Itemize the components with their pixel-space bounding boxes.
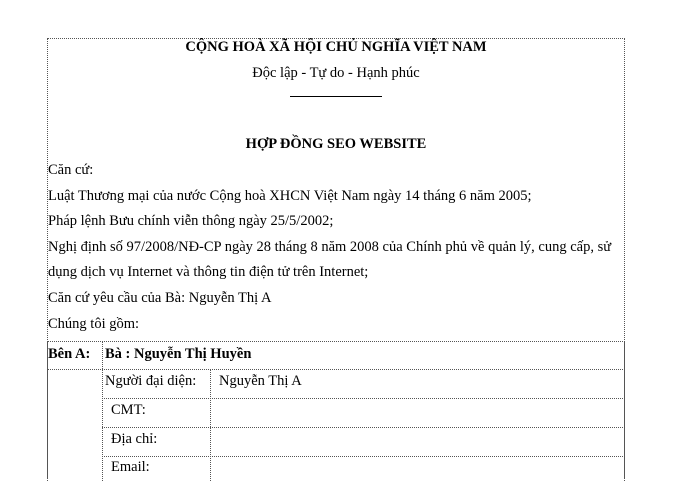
email-label: Email:: [111, 459, 150, 475]
representative-value: Nguyễn Thị A: [219, 373, 302, 389]
basis-item-law: Luật Thương mại của nước Cộng hoà XHCN Việt Nam ngày 14 tháng 6 năm 2005;: [48, 188, 532, 204]
party-a-label: Bên A:: [48, 346, 91, 362]
address-label: Địa chỉ:: [111, 431, 158, 447]
parties-intro: Chúng tôi gồm:: [48, 316, 140, 332]
contract-title: HỢP ĐỒNG SEO WEBSITE: [245, 136, 427, 152]
party-a-name: Bà : Nguyễn Thị Huyền: [105, 346, 252, 362]
representative-label: Người đại diện:: [105, 373, 197, 389]
national-header: CỘNG HOÀ XÃ HỘI CHỦ NGHĨA VIỆT NAM: [185, 39, 487, 55]
basis-label: Căn cứ:: [48, 162, 94, 178]
basis-item-decree-cont: dụng dịch vụ Internet và thông tin điện tử trên Internet;: [48, 264, 369, 280]
id-card-label: CMT:: [111, 402, 146, 418]
basis-item-request: Căn cứ yêu cầu của Bà: Nguyễn Thị A: [48, 290, 272, 306]
party-a-table: [47, 341, 625, 481]
basis-item-decree: Nghị định số 97/2008/NĐ-CP ngày 28 tháng 8 năm 2008 của Chính phủ về quản lý, cung cấp, sử: [48, 239, 612, 255]
national-motto: Độc lập - Tự do - Hạnh phúc: [252, 65, 420, 81]
basis-item-ordinance: Pháp lệnh Bưu chính viễn thông ngày 25/5/2002;: [48, 213, 334, 229]
motto-underline: [290, 96, 382, 97]
